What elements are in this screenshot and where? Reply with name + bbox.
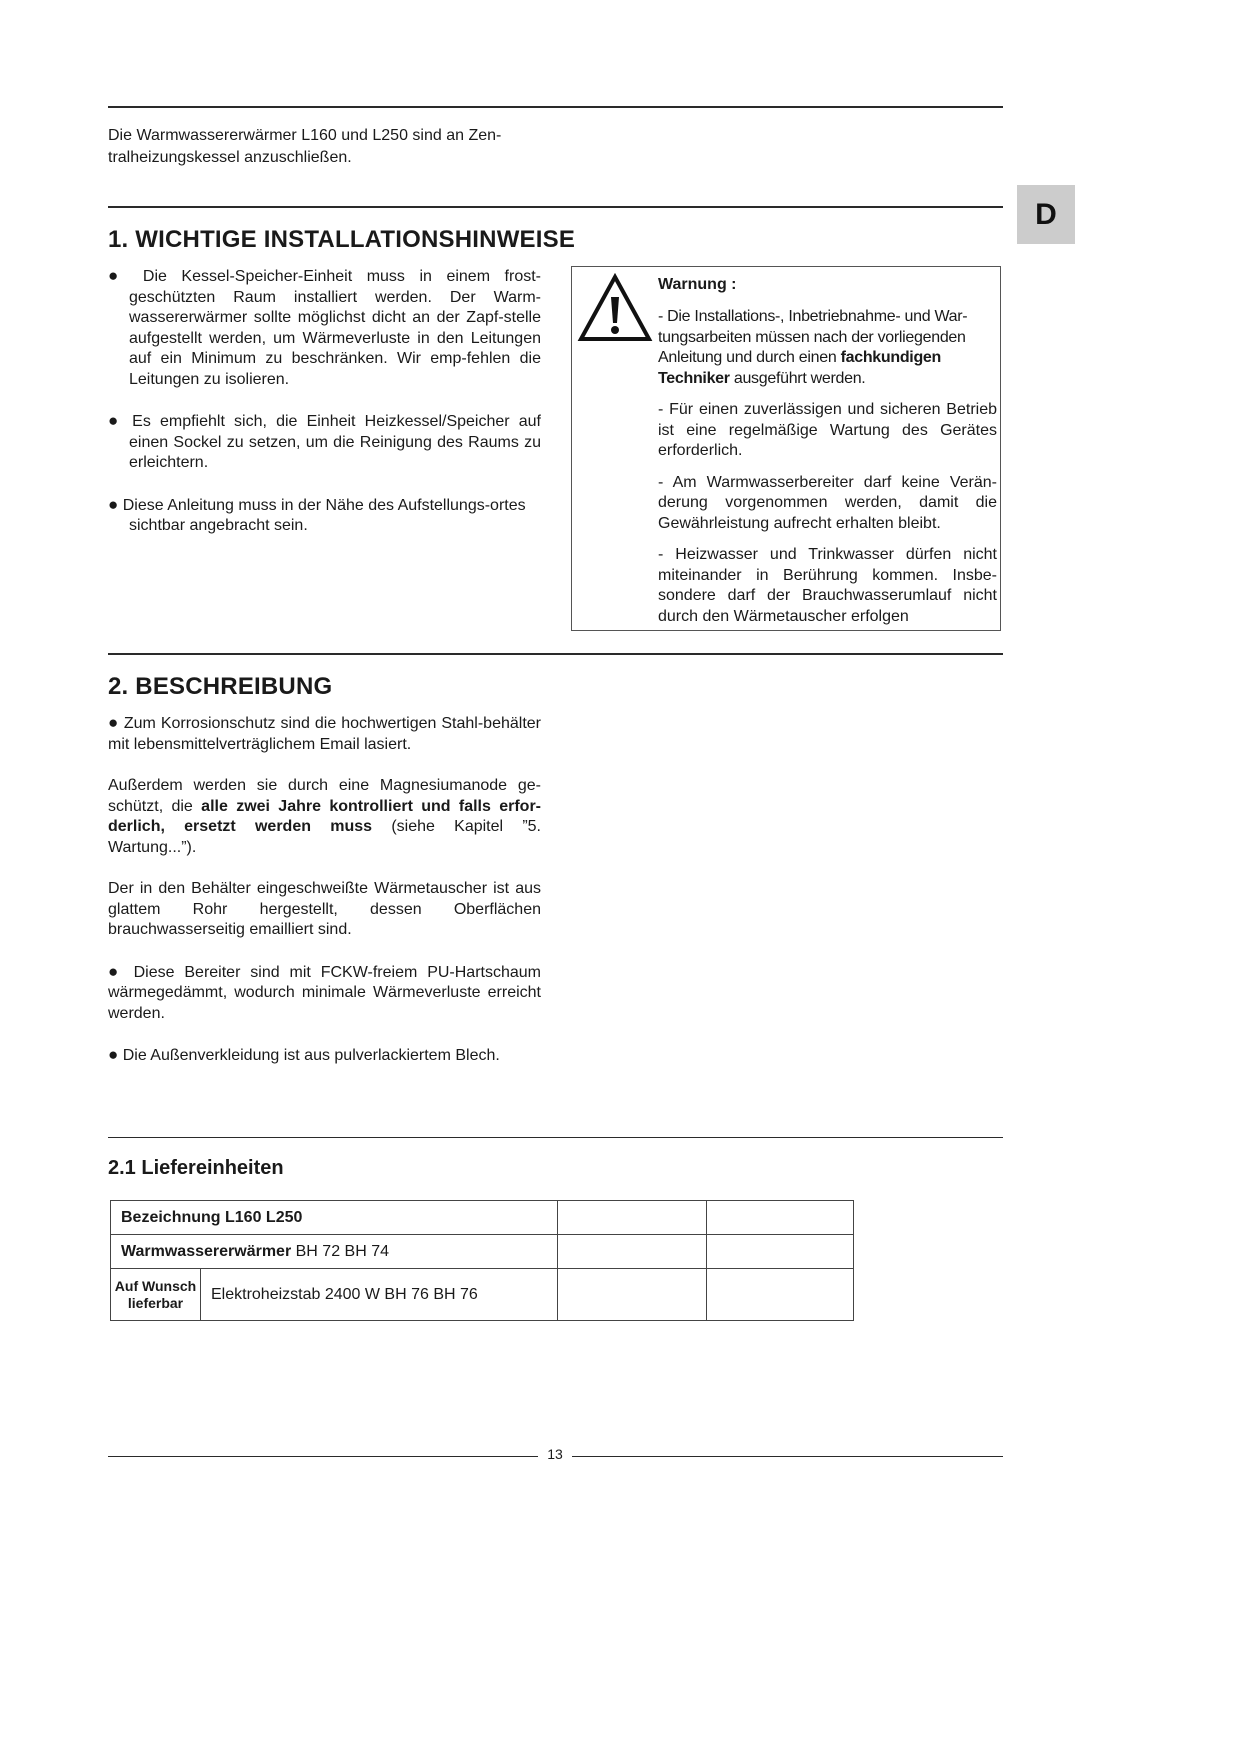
page-number: 13 — [538, 1446, 572, 1462]
section1-bullets — [108, 266, 541, 537]
section1-rule — [108, 206, 1003, 208]
table-row: Warmwassererwärmer BH 72 BH 74 — [111, 1235, 854, 1269]
warning-title: Warnung : — [658, 276, 737, 293]
section21-rule — [108, 1137, 1003, 1138]
section1-title: 1. WICHTIGE INSTALLATIONSHINWEISE — [108, 226, 576, 253]
section21-title: 2.1 Liefereinheiten — [108, 1157, 284, 1179]
table-row: Auf Wunsch lieferbar Elektroheizstab 2400 W BH 76 BH 76 — [111, 1269, 854, 1321]
language-tab: D — [1017, 185, 1075, 244]
section2-title: 2. BESCHREIBUNG — [108, 673, 333, 700]
bullet-item: ● Es empfiehlt sich, die Einheit Heizkessel/Speicher auf einen Sockel zu setzen, um die Reinigung des Raums zu erleichtern. — [108, 411, 541, 471]
bullet-item: ● Die Kessel-Speicher-Einheit muss in einem frost-geschützten Raum installiert werden. Der Warm-wassererwärmer sollte möglichst dicht an der Zapf-stelle aufgestellt werden, um Wärmeverluste in den Leitungen auf ein Minimum zu beschränken. Wir emp-fehlen die Leitungen zu isolieren. — [108, 266, 541, 388]
bullet-item: ● Diese Anleitung muss in der Nähe des Aufstellungs-ortes sichtbar angebracht sein. — [108, 494, 526, 534]
bullet-icon: ● — [108, 1045, 119, 1064]
section2-body: ● Zum Korrosionschutz sind die hochwertigen Stahl-behälter mit lebensmittelverträglichem Email lasiert. Außerdem werden sie durch eine Magnesiumanode ge-schützt, die alle zwei Jahre kontrolliert und falls erfor-derlich, ersetzt werden muss (siehe Kapitel ”5. Wartung...”). Der in den Behälter eingeschweißte Wärmetauscher ist aus glattem Rohr hergestellt, dessen Oberflächen brauchwasserseitig emailliert sind. ● Diese Bereiter sind mit FCKW-freiem PU-Hartschaum wärmegedämmt, wodurch minimale Wärmeverluste erreicht werden. ● Die Außenverkleidung ist aus pulverlackiertem Blech. — [108, 713, 542, 1064]
section2-rule — [108, 653, 1003, 655]
top-rule — [108, 106, 1003, 108]
bullet-icon: ● — [108, 411, 123, 430]
delivery-table — [110, 1200, 854, 1321]
bullet-icon: ● — [108, 266, 129, 285]
bullet-icon: ● — [108, 713, 119, 732]
table-row: Bezeichnung L160 L250 — [111, 1201, 854, 1235]
warning-triangle-icon — [577, 273, 653, 343]
bullet-icon: ● — [108, 961, 124, 981]
bullet-icon: ● — [108, 494, 119, 514]
warning-box — [571, 266, 1001, 631]
intro-text: Die Warmwassererwärmer L160 und L250 sind an Zen- tralheizungskessel anzuschließen. — [108, 127, 502, 166]
warning-text: - Die Installations-, Inbetriebnahme- und War-tungsarbeiten müssen nach der vorliegenden Anleitung und durch einen fachkundigen Techniker ausgeführt werden. - Für einen zuverlässigen und sicheren Betrieb ist eine regelmäßige Wartung des Gerätes erforderlich. - Am Warmwasserbereiter darf keine Verän-derung vorgenommen werden, damit die Gewährleistung aufrecht erhalten bleibt. - Heizwasser und Trinkwasser dürfen nicht miteinander in Berührung kommen. Insbe-sondere darf der Brauchwasserumlauf nicht durch den Wärmetauscher erfolgen — [658, 308, 997, 625]
